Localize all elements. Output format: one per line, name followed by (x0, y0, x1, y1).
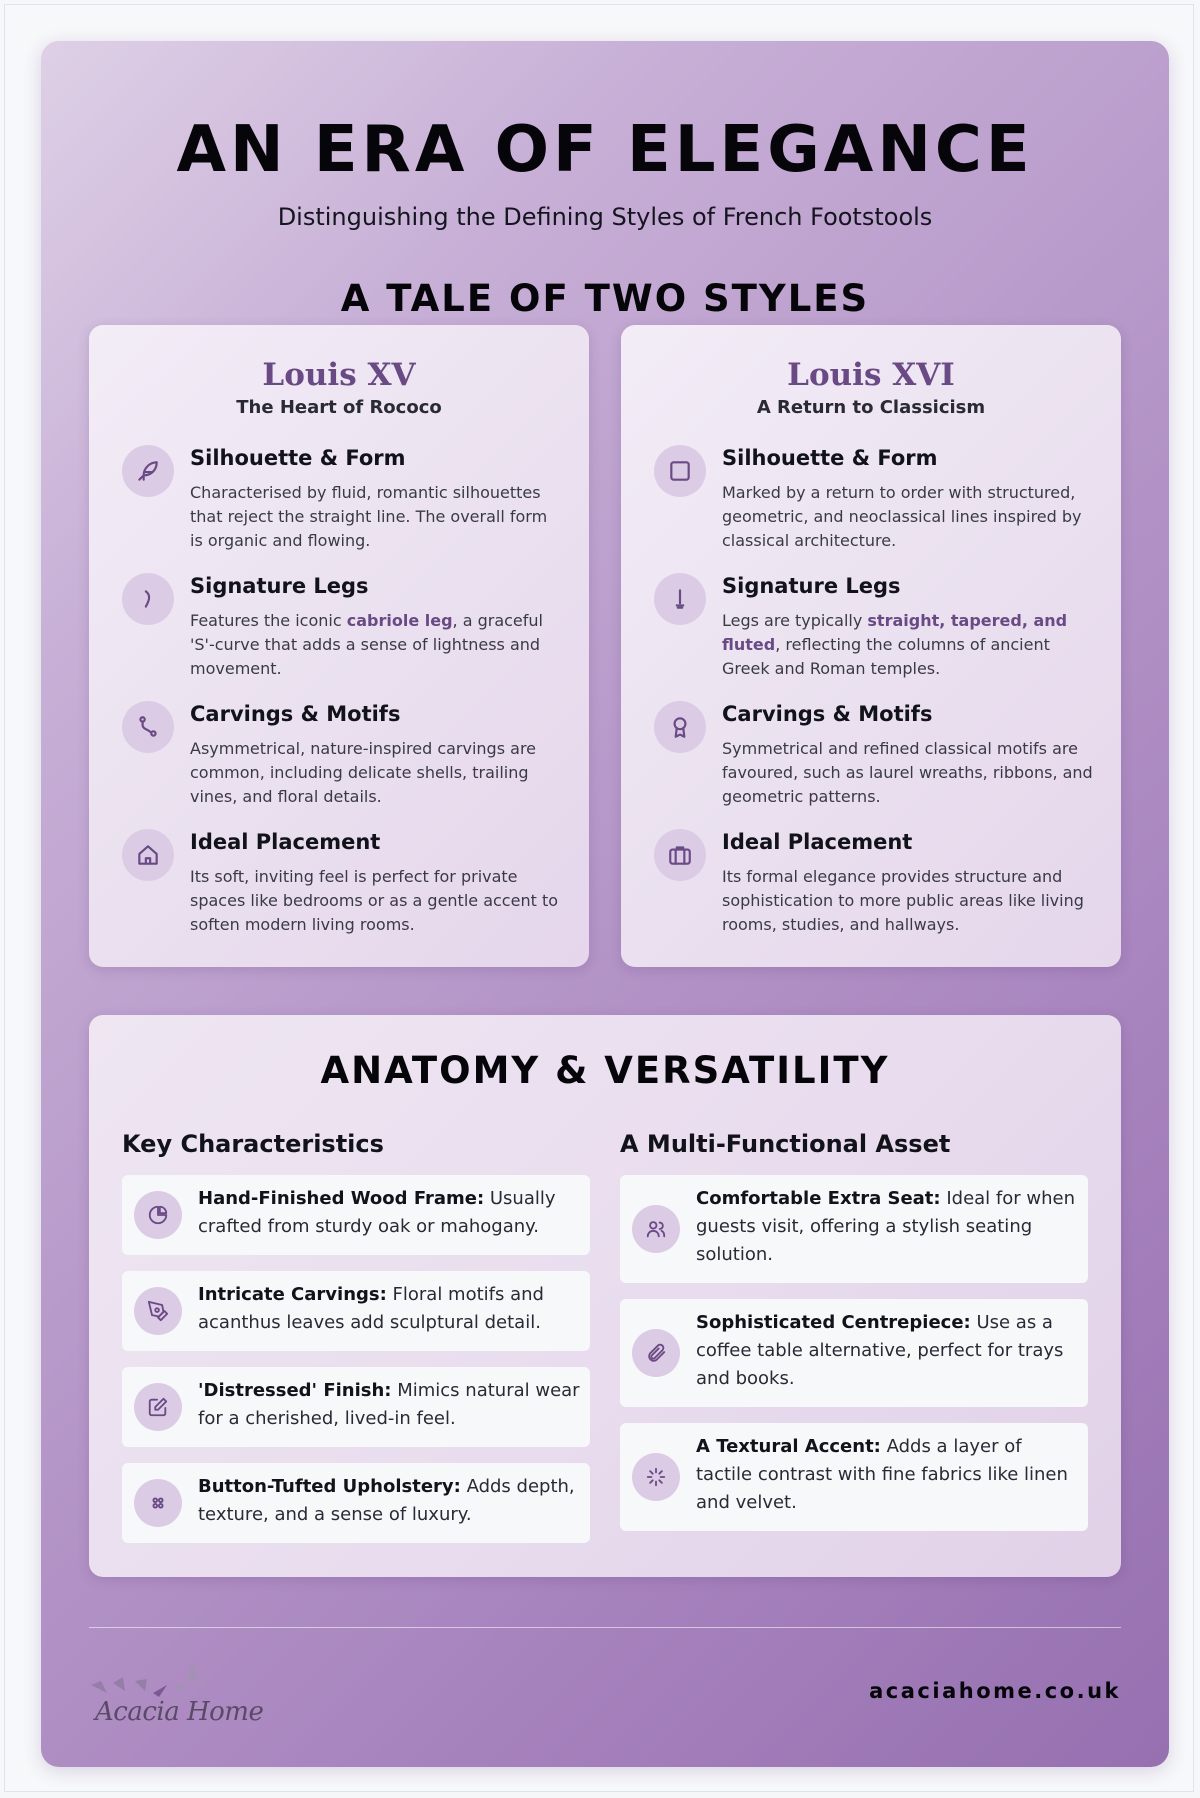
feather-icon (122, 445, 174, 497)
briefcase-icon (654, 829, 706, 881)
feature-title: Carvings & Motifs (722, 702, 933, 726)
list-item (122, 1271, 590, 1351)
feature-description: Marked by a return to order with structured, geometric, and neoclassical lines inspired by classical architecture. (722, 483, 1082, 550)
feature-silhouette (122, 445, 562, 555)
list-item-text: 'Distressed' Finish: Mimics natural wear for a cherished, lived-in feel. (198, 1380, 580, 1429)
page-subtitle: Distinguishing the Defining Styles of French Footstools (277, 203, 933, 231)
card-tagline: A Return to Classicism (756, 397, 986, 418)
card-title: Louis XV (262, 357, 416, 393)
feature-legs (654, 573, 1094, 683)
footer-divider (89, 1627, 1121, 1628)
multi-functional-heading: A Multi-Functional Asset (620, 1130, 951, 1158)
key-characteristics-heading: Key Characteristics (122, 1130, 384, 1158)
home-icon (122, 829, 174, 881)
website-link[interactable]: acaciahome.co.uk (869, 1679, 1121, 1703)
feature-description: Its soft, inviting feel is perfect for private spaces like bedrooms or as a gentle accent to soften modern living rooms. (190, 867, 559, 934)
straight-leg-icon (654, 573, 706, 625)
feature-title: Silhouette & Form (190, 446, 406, 470)
feature-placement (654, 829, 1094, 939)
feature-carvings (654, 701, 1094, 811)
louis-xvi-card (621, 325, 1121, 967)
infographic-poster (41, 41, 1169, 1767)
list-item-text: Hand-Finished Wood Frame: Usually crafted from sturdy oak or mahogany. (198, 1188, 556, 1237)
feature-title: Carvings & Motifs (190, 702, 401, 726)
feature-description: Characterised by fluid, romantic silhouettes that reject the straight line. The overall form is organic and flowing. (190, 483, 548, 550)
pie-chart-icon (134, 1191, 182, 1239)
highlight-text: straight, tapered, and fluted (722, 611, 1068, 654)
logo-text: Acacia Home (95, 1697, 264, 1727)
highlight-text: cabriole leg (346, 611, 453, 630)
feature-title: Signature Legs (722, 574, 901, 598)
users-icon (632, 1205, 680, 1253)
square-icon (654, 445, 706, 497)
sparkle-icon (632, 1453, 680, 1501)
list-item (620, 1423, 1088, 1531)
list-item (122, 1463, 590, 1543)
card-title: Louis XVI (787, 357, 955, 393)
list-item (620, 1175, 1088, 1283)
paperclip-icon (632, 1329, 680, 1377)
list-item-text: Sophisticated Centrepiece: Use as a coffee table alternative, perfect for trays and books. (696, 1312, 1064, 1389)
anatomy-section (89, 1015, 1121, 1577)
feature-silhouette (654, 445, 1094, 555)
feature-legs (122, 573, 562, 683)
list-item-text: Comfortable Extra Seat: Ideal for when guests visit, offering a stylish seating solution. (696, 1188, 1075, 1265)
feature-description: Legs are typically straight, tapered, and fluted, reflecting the columns of ancient Greek and Roman temples. (722, 611, 1068, 678)
comparison-section-title: A TALE OF TWO STYLES (340, 277, 870, 320)
list-item-text: A Textural Accent: Adds a layer of tactile contrast with fine fabrics like linen and velvet. (696, 1436, 1068, 1513)
feature-title: Ideal Placement (190, 830, 381, 854)
pen-tool-icon (134, 1287, 182, 1335)
feature-description: Features the iconic cabriole leg, a graceful 'S'-curve that adds a sense of lightness and movement. (190, 611, 543, 678)
louis-xv-card (89, 325, 589, 967)
feature-description: Asymmetrical, nature-inspired carvings are common, including delicate shells, trailing vines, and floral details. (190, 739, 537, 806)
list-item-text: Intricate Carvings: Floral motifs and acanthus leaves add sculptural detail. (198, 1284, 544, 1333)
feature-title: Silhouette & Form (722, 446, 938, 470)
list-item (122, 1175, 590, 1255)
card-tagline: The Heart of Rococo (236, 397, 442, 418)
list-item (122, 1367, 590, 1447)
feature-placement (122, 829, 562, 939)
feature-description: Symmetrical and refined classical motifs are favoured, such as laurel wreaths, ribbons, and geometric patterns. (722, 739, 1093, 806)
feature-title: Ideal Placement (722, 830, 913, 854)
award-icon (654, 701, 706, 753)
page-title: AN ERA OF ELEGANCE (176, 113, 1034, 187)
list-item (620, 1299, 1088, 1407)
feature-title: Signature Legs (190, 574, 369, 598)
edit-icon (134, 1383, 182, 1431)
feature-carvings (122, 701, 562, 811)
route-icon (122, 701, 174, 753)
anatomy-section-title: ANATOMY & VERSATILITY (320, 1049, 890, 1092)
curve-icon (122, 573, 174, 625)
list-item-text: Button-Tufted Upholstery: Adds depth, texture, and a sense of luxury. (198, 1476, 575, 1525)
acacia-home-logo (89, 1663, 269, 1733)
feature-description: Its formal elegance provides structure and sophistication to more public areas like living rooms, studies, and hallways. (722, 867, 1084, 934)
page-frame (4, 4, 1194, 1792)
grid-dots-icon (134, 1479, 182, 1527)
